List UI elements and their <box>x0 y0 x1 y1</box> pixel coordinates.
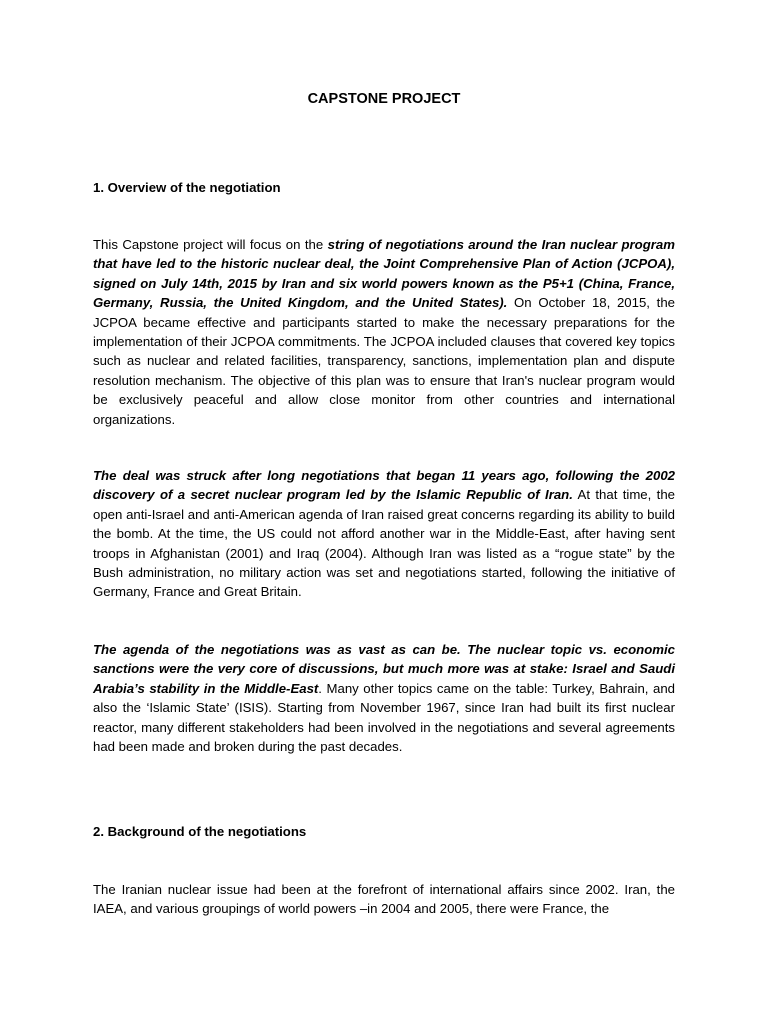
paragraph-overview-3 <box>93 640 675 756</box>
paragraph-overview-1 <box>93 235 675 429</box>
paragraph-text: On October 18, 2015, the JCPOA became effective and participants started to make the necessary preparations for the implementation of their JCPOA commitments. The JCPOA included clauses that covered key topics such as nuclear and related facilities, transparency, sanctions, implementation plan and dispute resolution mechanism. The objective of this plan was to ensure that Iran's nuclear program would be exclusively peaceful and allow close monitor from other countries and international organizations. <box>93 295 676 427</box>
emphasized-text: The deal was struck after long negotiations that began 11 years ago, following the 2002 discovery of a secret nuclear program led by the Islamic Republic of Iran. <box>93 468 675 503</box>
paragraph-overview-2 <box>93 466 675 602</box>
paragraph-text: . Many other topics came on the table: Turkey, Bahrain, and also the ‘Islamic State’ (ISIS). Starting from November 1967, since Iran had built its first nuclear reactor, many different stakeholders had been involved in the negotiations and several agreements had been made and broken during the past decades. <box>93 680 675 755</box>
paragraph-text: At that time, the open anti-Israel and anti-American agenda of Iran raised great concerns regarding its ability to build the bomb. At the time, the US could not afford another war in the Middle-East, after having sent troops in Afghanistan (2001) and Iraq (2004). Although Iran was listed as a “rogue state” by the Bush administration, no military action was set and negotiations started, following the initiative of Germany, France and Great Britain. <box>93 487 676 600</box>
section-heading-overview: 1. Overview of the negotiation <box>93 180 281 195</box>
emphasized-text: string of negotiations around the Iran nuclear program that have led to the historic nuclear deal, the Joint Comprehensive Plan of Action (JCPOA), signed on July 14th, 2015 by Iran and six world powers known as the P5+1 (China, France, Germany, Russia, the United Kingdom, and the United States). <box>93 237 675 311</box>
section-heading-background: 2. Background of the negotiations <box>93 824 307 839</box>
page-title: CAPSTONE PROJECT <box>307 91 461 107</box>
paragraph-background-1: The Iranian nuclear issue had been at the forefront of international affairs since 2002. Iran, the IAEA, and various groupings of world powers –in 2004 and 2005, there were France, the <box>93 882 675 917</box>
paragraph-text: This Capstone project will focus on the <box>93 237 324 252</box>
emphasized-text: The agenda of the negotiations was as vast as can be. The nuclear topic vs. economic sanctions were the very core of discussions, but much more was at stake: Israel and Saudi Arabia’s stability in the Middle-East <box>93 642 675 696</box>
